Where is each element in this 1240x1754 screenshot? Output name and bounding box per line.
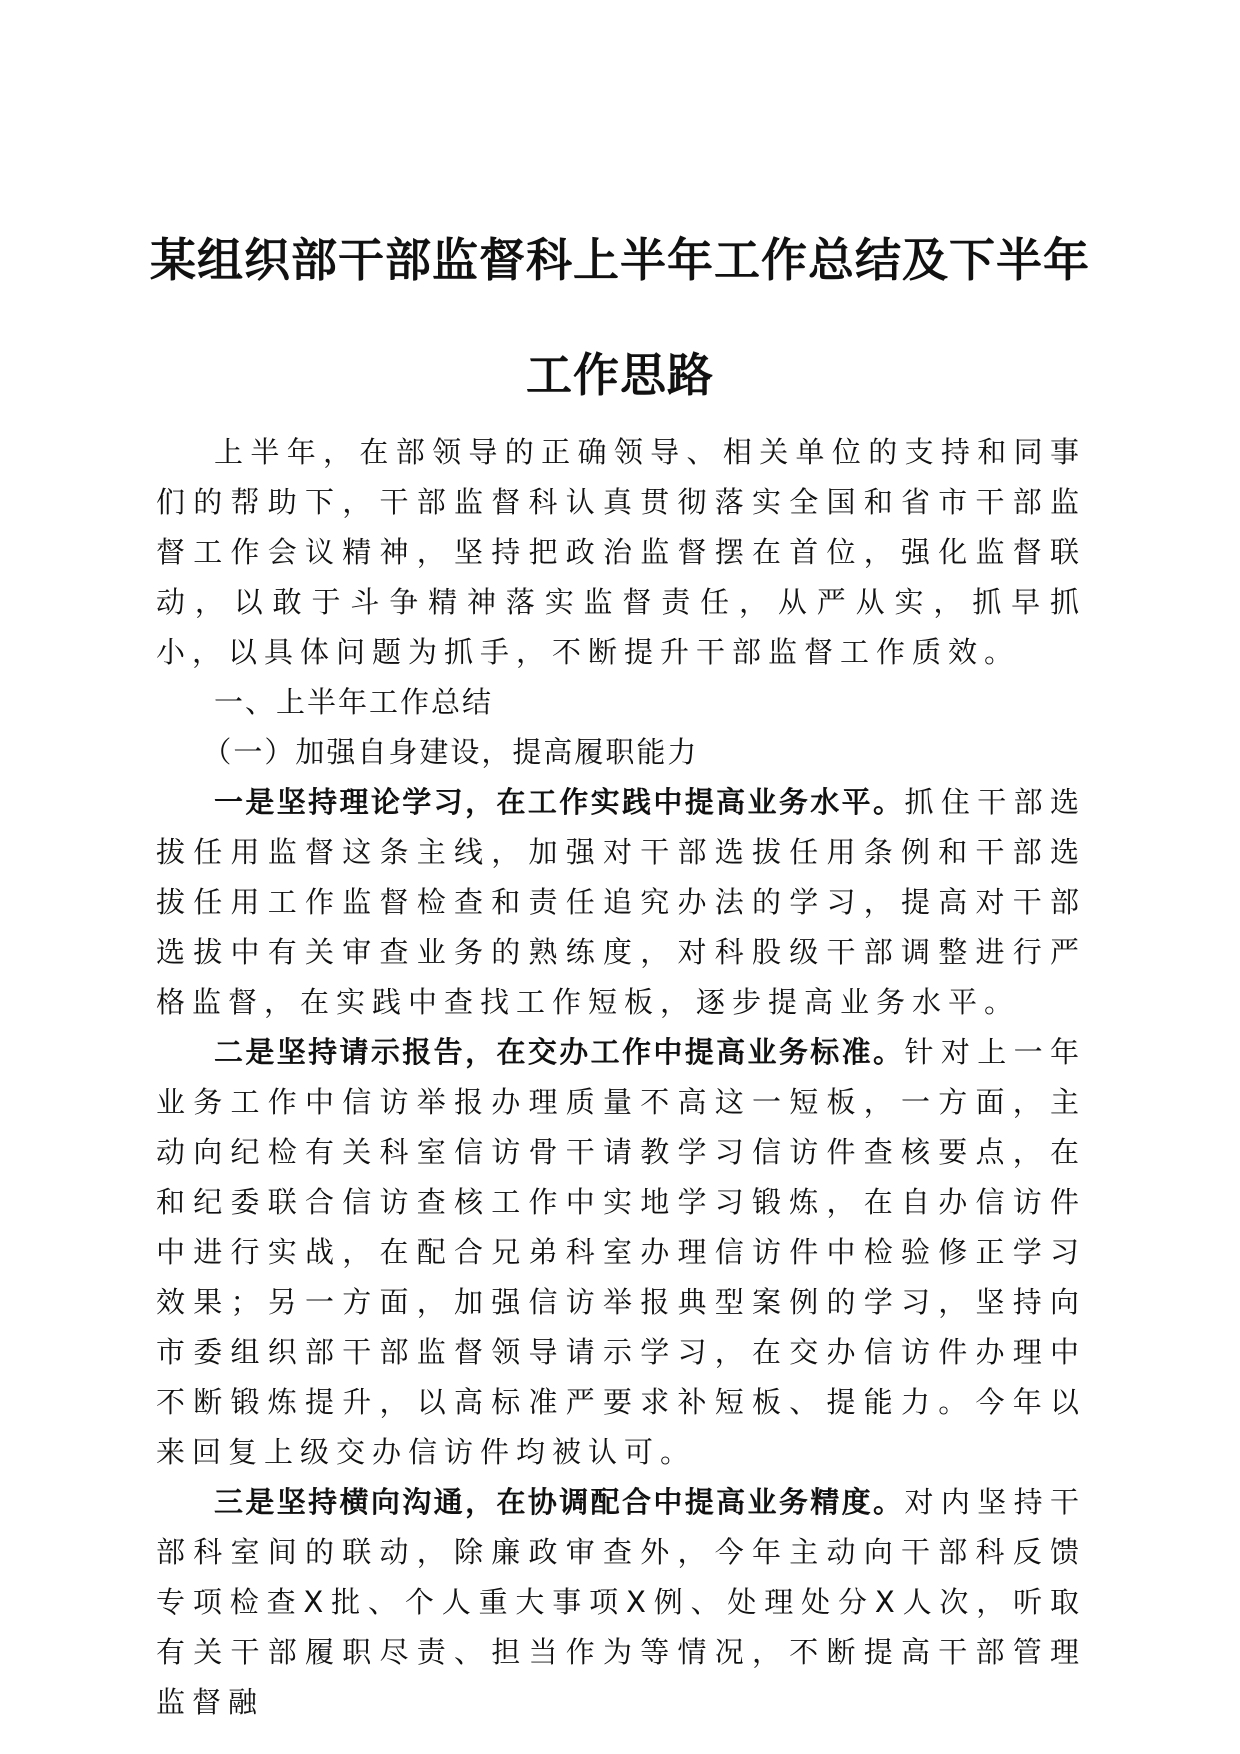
point-text-1: 抓住干部选拔任用监督这条主线，加强对干部选拔任用条例和干部选拔任用工作监督检查和责任追究办法的学习，提高对干部选拔中有关审查业务的熟练度，对科股级干部调整进行严格监督，在实践中查找工作短板，逐步提高业务水平。 (156, 785, 1086, 1019)
point-lead-3: 三是坚持横向沟通，在协调配合中提高业务精度。 (214, 1485, 905, 1519)
subsection-heading: （一）加强自身建设，提高履职能力 (202, 735, 699, 769)
document-body (156, 427, 1086, 1727)
document-title-line-1: 某组织部干部监督科上半年工作总结及下半年 (150, 233, 1090, 287)
point-text-2: 针对上一年业务工作中信访举报办理质量不高这一短板，一方面，主动向纪检有关科室信访骨干请教学习信访件查核要点，在和纪委联合信访查核工作中实地学习锻炼，在自办信访件中进行实战，在配合兄弟科室办理信访件中检验修正学习效果；另一方面，加强信访举报典型案例的学习，坚持向市委组织部干部监督领导请示学习，在交办信访件办理中不断锻炼提升，以高标准严要求补短板、提能力。今年以来回复上级交办信访件均被认可。 (156, 1035, 1086, 1469)
section-heading: 一、上半年工作总结 (214, 685, 494, 719)
point-text-3: 对内坚持干部科室间的联动，除廉政审查外，今年主动向干部科反馈专项检查X批、个人重大事项X例、处理处分X人次，听取有关干部履职尽责、担当作为等情况，不断提高干部管理监督融 (156, 1485, 1086, 1719)
point-paragraph-1 (156, 777, 1086, 1027)
point-lead-2: 二是坚持请示报告，在交办工作中提高业务标准。 (214, 1035, 905, 1069)
point-lead-1: 一是坚持理论学习，在工作实践中提高业务水平。 (214, 785, 905, 819)
point-paragraph-3 (156, 1477, 1086, 1727)
intro-paragraph: 上半年，在部领导的正确领导、相关单位的支持和同事们的帮助下，干部监督科认真贯彻落实全国和省市干部监督工作会议精神，坚持把政治监督摆在首位，强化监督联动，以敢于斗争精神落实监督责任，从严从实，抓早抓小，以具体问题为抓手，不断提升干部监督工作质效。 (156, 435, 1086, 669)
point-paragraph-2 (156, 1027, 1086, 1477)
document-title-line-2: 工作思路 (526, 348, 714, 402)
